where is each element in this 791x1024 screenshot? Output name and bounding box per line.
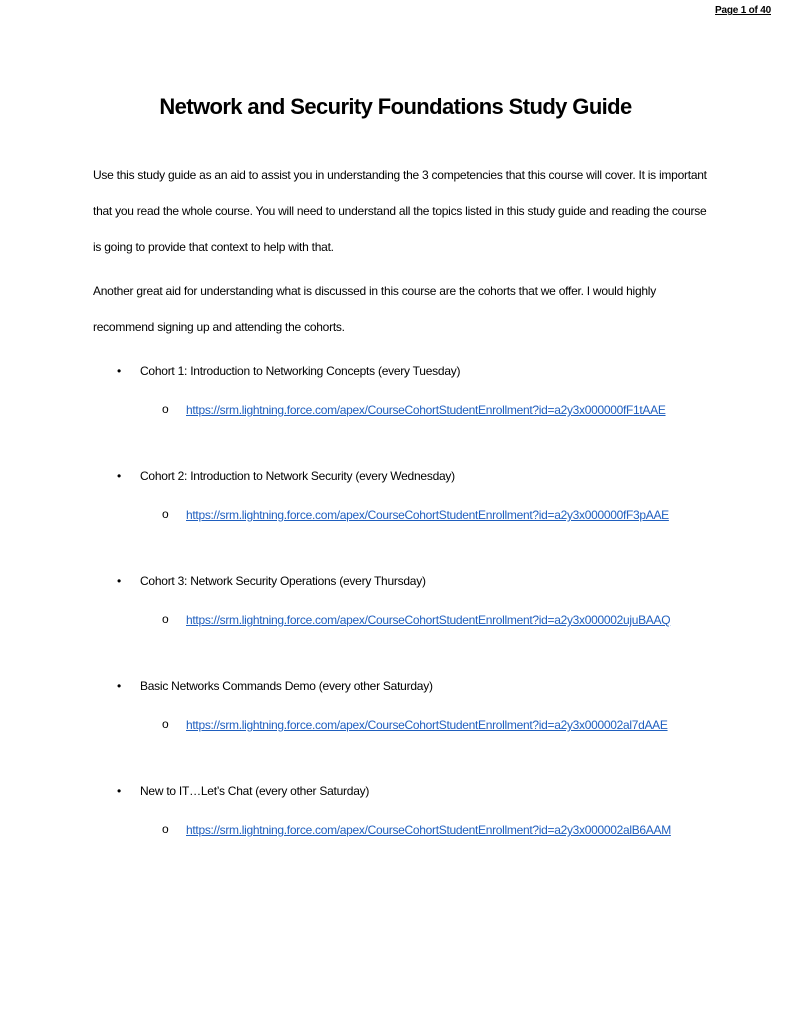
page-number: Page 1 of 40 — [715, 5, 771, 16]
cohort-list-item — [0, 563, 791, 668]
cohort-list-item — [0, 458, 791, 563]
bullet-icon: • — [117, 574, 122, 588]
cohort-label: Basic Networks Commands Demo (every other Saturday) — [140, 679, 433, 693]
bullet-icon: • — [117, 364, 122, 378]
bullet-icon: • — [117, 679, 122, 693]
cohorts-paragraph: Another great aid for understanding what is discussed in this course are the cohorts that we offer. I would highly recommend signing up and attending the cohorts. — [93, 284, 656, 334]
cohort-enrollment-link[interactable]: https://srm.lightning.force.com/apex/CourseCohortStudentEnrollment?id=a2y3x000000fF1tAAE — [186, 403, 666, 417]
bullet-icon: • — [117, 469, 122, 483]
cohort-list-item — [0, 668, 791, 773]
cohort-label: Cohort 2: Introduction to Network Security (every Wednesday) — [140, 469, 455, 483]
cohort-label: Cohort 1: Introduction to Networking Concepts (every Tuesday) — [140, 364, 461, 378]
cohort-enrollment-link[interactable]: https://srm.lightning.force.com/apex/CourseCohortStudentEnrollment?id=a2y3x000002al7dAAE — [186, 718, 668, 732]
cohort-list-item — [0, 773, 791, 878]
cohort-label: Cohort 3: Network Security Operations (every Thursday) — [140, 574, 426, 588]
cohort-enrollment-link[interactable]: https://srm.lightning.force.com/apex/CourseCohortStudentEnrollment?id=a2y3x000002ujuBAAQ — [186, 613, 671, 627]
cohort-enrollment-link[interactable]: https://srm.lightning.force.com/apex/CourseCohortStudentEnrollment?id=a2y3x000002alB6AAM — [186, 823, 671, 837]
sub-bullet-icon: o — [162, 717, 169, 731]
cohort-enrollment-link[interactable]: https://srm.lightning.force.com/apex/CourseCohortStudentEnrollment?id=a2y3x000000fF3pAAE — [186, 508, 669, 522]
cohort-list-item — [0, 353, 791, 458]
sub-bullet-icon: o — [162, 402, 169, 416]
cohort-list — [0, 353, 791, 878]
sub-bullet-icon: o — [162, 822, 169, 836]
bullet-icon: • — [117, 784, 122, 798]
document-title: Network and Security Foundations Study Guide — [159, 94, 632, 119]
sub-bullet-icon: o — [162, 507, 169, 521]
cohort-label: New to IT…Let’s Chat (every other Saturday) — [140, 784, 370, 798]
intro-paragraph: Use this study guide as an aid to assist you in understanding the 3 competencies that this course will cover. It is important that you read the whole course. You will need to understand all the topics listed in this study guide and reading the course is going to provide that context to help with that. — [93, 168, 707, 254]
sub-bullet-icon: o — [162, 612, 169, 626]
